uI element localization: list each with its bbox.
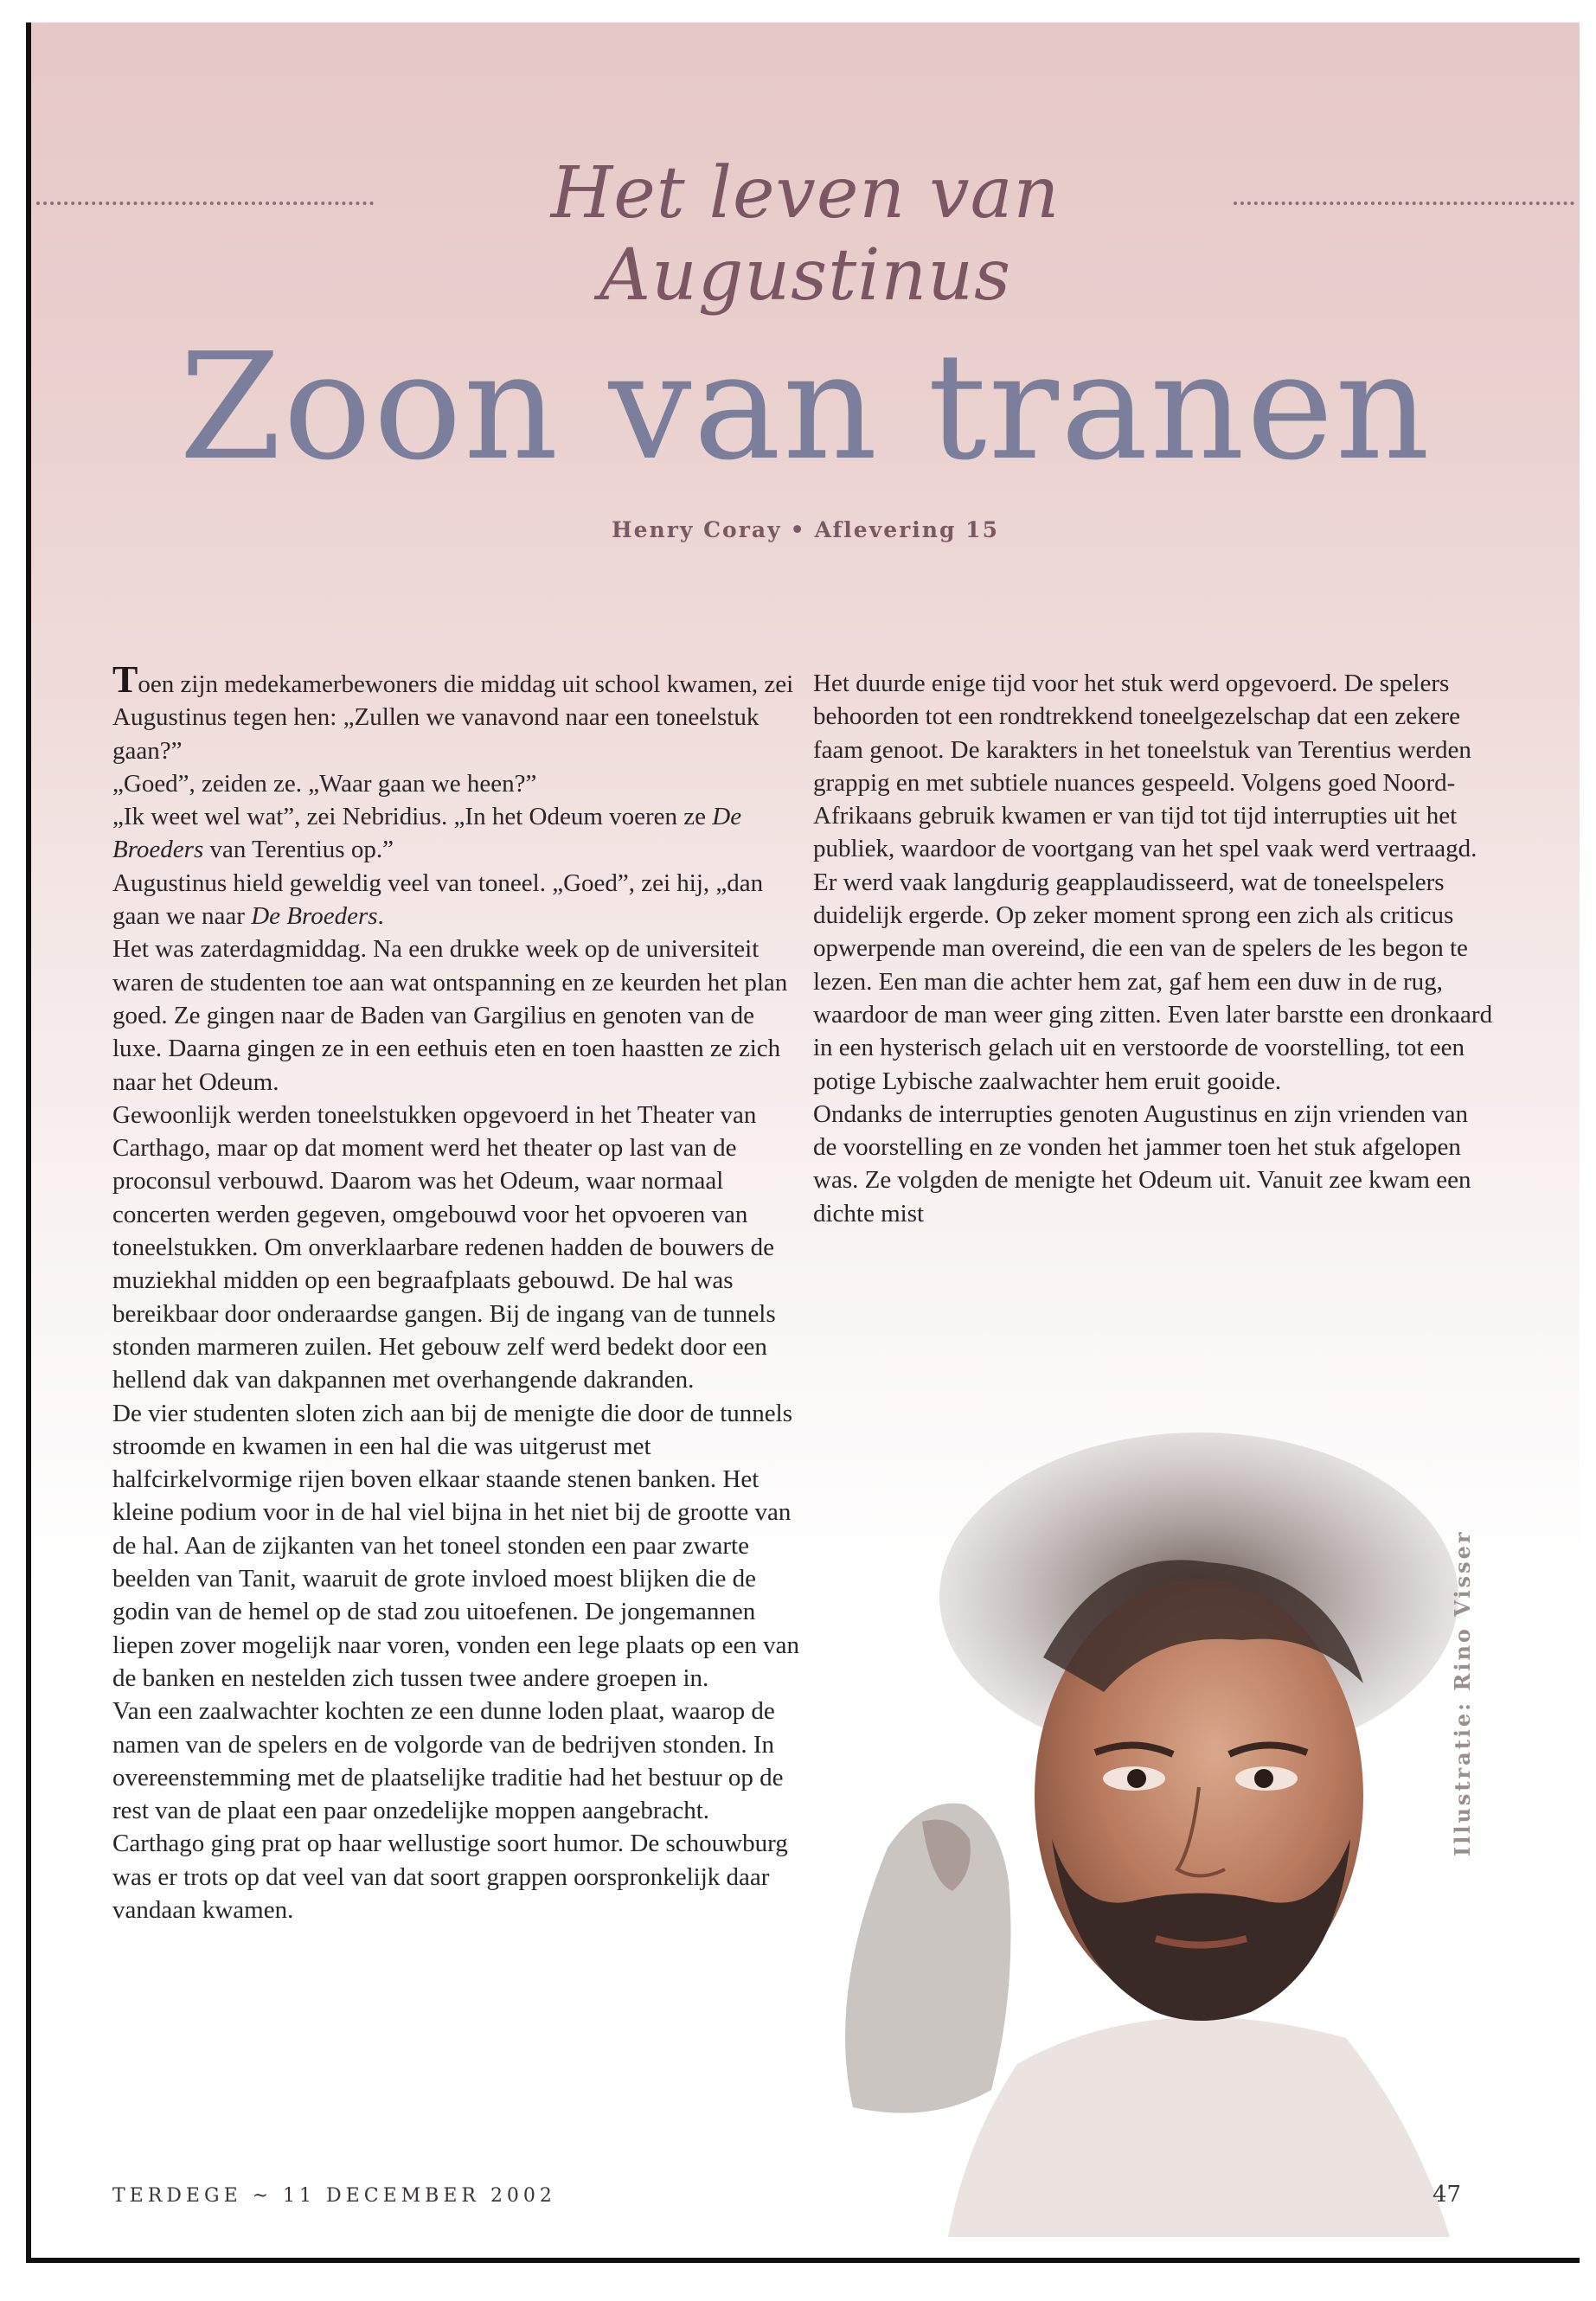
paragraph: Toen zijn medekamerbewoners die middag uit school kwamen, zei Augustinus tegen hen: „Zullen we vanavond naar een toneelstuk gaan?” bbox=[112, 658, 794, 765]
dotted-rule-right bbox=[1234, 202, 1574, 205]
augustinus-portrait-illustration bbox=[792, 1433, 1502, 2237]
byline-separator: • bbox=[790, 517, 806, 542]
play-title: De Broeders bbox=[112, 803, 742, 864]
paragraph: Ondanks de interrupties genoten Augustinus en zijn vrienden van de voorstelling en ze vonden het jammer toen het stuk afgelopen was. Ze volgden de menigte het Odeum uit. Vanuit zee kwam een dichte mist bbox=[813, 1099, 1471, 1227]
article-column-1 bbox=[112, 658, 804, 1926]
paragraph: Augustinus hield geweldig veel van toneel. „Goed”, zei hij, „dan gaan we naar De Broeders. bbox=[112, 868, 764, 931]
article-title: Zoon van tranen bbox=[179, 322, 1432, 493]
series-header bbox=[31, 152, 1580, 317]
footer-publication: TERDEGE ~ 11 DECEMBER 2002 bbox=[112, 2185, 556, 2207]
paragraph: Gewoonlijk werden toneelstukken opgevoerd in het Theater van Carthago, maar op dat moment werd het theater op last van de proconsul verbouwd. Daarom was het Odeum, waar normaal concerten werden gegeven, omgebouwd voor het opvoeren van toneelstukken. Om onverklaarbare redenen hadden de bouwers de muziekhal midden op een begraafplaats gebouwd. De hal was bereikbaar door onderaardse gangen. Bij de ingang van de tunnels stonden marmeren zuilen. Het gebouw zelf werd bedekt door een hellend dak van dakpannen met overhangende dakranden. bbox=[112, 1100, 776, 1394]
paragraph: Het was zaterdagmiddag. Na een drukke week op de universiteit waren de studenten toe aan wat ontspanning en ze keurden het plan goed. Ze gingen naar de Baden van Gargilius en genoten van de luxe. Daarna gingen ze in een eethuis eten en toen haastten ze zich naar het Odeum. bbox=[112, 935, 788, 1096]
series-title: Het leven van Augustinus bbox=[550, 152, 1061, 317]
illustration-credit: Illustratie: Rino Visser bbox=[1450, 1529, 1475, 1856]
paragraph: Het duurde enige tijd voor het stuk werd opgevoerd. De spelers behoorden tot een rondtrekkend toneelgezelschap dat een zekere faam genoot. De karakters in het toneelstuk van Terentius werden grappig en met subtiele nuances gespeeld. Volgens goed Noord-Afrikaans gebruik kwamen er van tijd tot tijd interrupties uit het publiek, waardoor de voortgang van het spel vaak werd vertraagd. Er werd vaak langdurig geapplaudisseerd, wat de toneelspelers duidelijk ergerde. Op zeker moment sprong een zich als criticus opwerpende man overeind, die een van de spelers de les begon te lezen. Een man die achter hem zat, gaf hem een duw in de rug, waardoor de man weer ging zitten. Even later barstte een dronkaard in een hysterisch gelach uit en verstoorde de voorstelling, tot een potige Lybische zaalwachter hem eruit gooide. bbox=[813, 670, 1493, 1095]
author-name: Henry Coray bbox=[612, 517, 782, 542]
episode-label: Aflevering 15 bbox=[814, 517, 999, 542]
paragraph: „Ik weet wel wat”, zei Nebridius. „In het Odeum voeren ze De Broeders van Terentius op.” bbox=[112, 803, 742, 864]
play-title: De Broeders bbox=[251, 902, 378, 931]
magazine-page bbox=[26, 22, 1580, 2263]
byline bbox=[31, 517, 1580, 542]
drop-cap: T bbox=[112, 658, 138, 701]
page-number: 47 bbox=[1433, 2182, 1462, 2208]
dotted-rule-left bbox=[36, 202, 374, 205]
article-column-2 bbox=[813, 667, 1497, 1230]
paragraph: Van een zaalwachter kochten ze een dunne loden plaat, waarop de namen van de spelers en de volgorde van de bedrijven stonden. In overeenstemming met de plaatselijke traditie had het bestuur op de rest van de plaat een paar onzedelijke moppen aangebracht. Carthago ging prat op haar wellustige soort humor. De schouwburg was er trots op dat veel van dat soort grappen oorspronkelijk daar vandaan kwamen. bbox=[112, 1697, 788, 1924]
paragraph: De vier studenten sloten zich aan bij de menigte die door de tunnels stroomde en kwamen in een hal die was uitgerust met halfcirkelvormige rijen boven elkaar staande stenen banken. Het kleine podium voor in de hal viel bijna in het niet bij de grootte van de hal. Aan de zijkanten van het toneel stonden een paar zwarte beelden van Tanit, waaruit de grote invloed moest blijken die de godin van de hemel op de stad zou uitoefenen. De jongemannen liepen zover mogelijk naar voren, vonden een lege plaats op een van de banken en nestelden zich tussen twee andere groepen in. bbox=[112, 1399, 799, 1692]
paragraph: „Goed”, zeiden ze. „Waar gaan we heen?” bbox=[112, 769, 537, 798]
